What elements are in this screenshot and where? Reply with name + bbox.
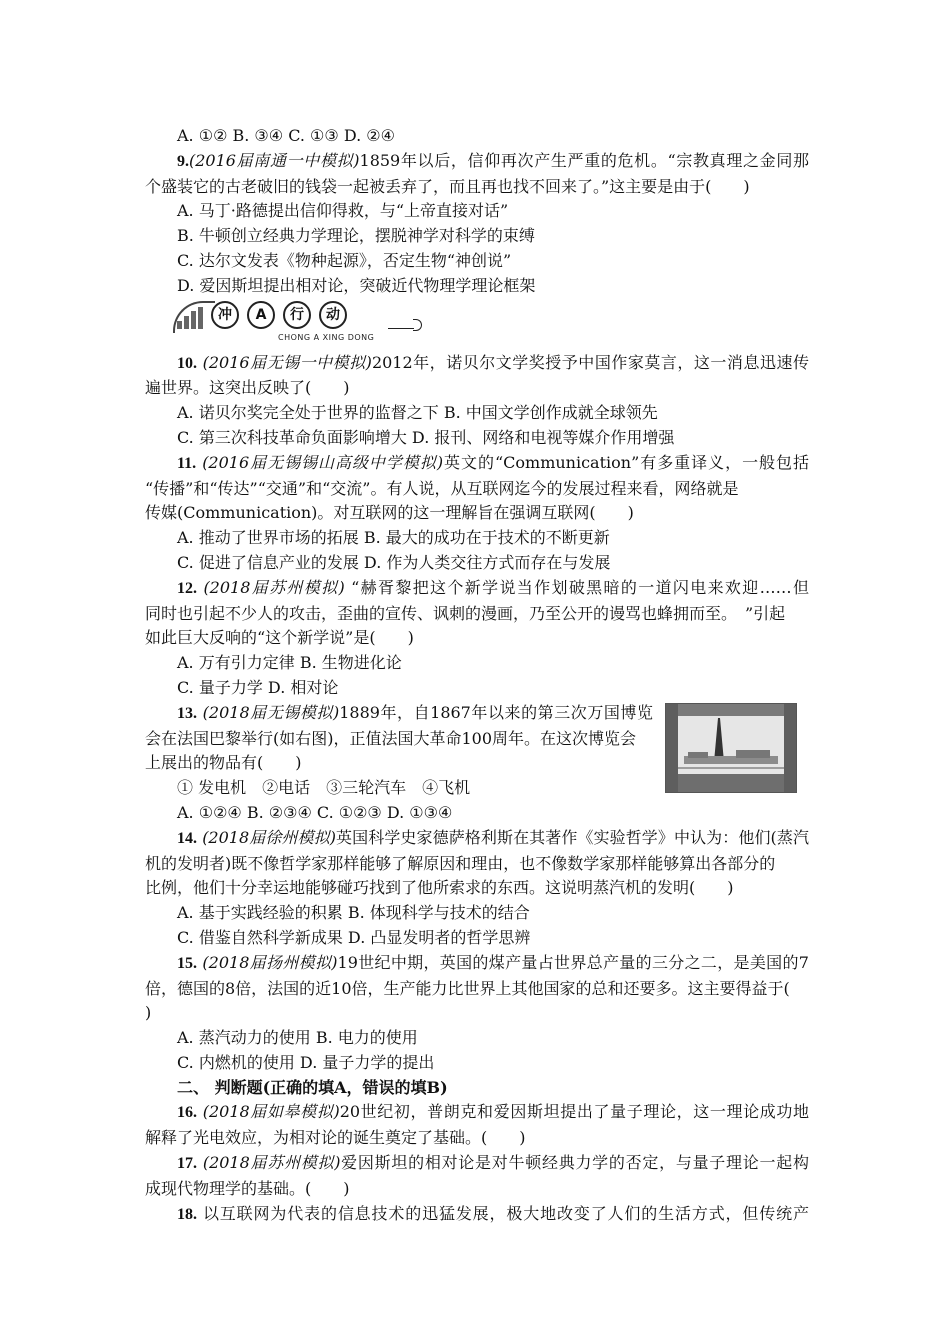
banner-char-1: 冲 bbox=[211, 301, 239, 329]
q11-line1 bbox=[145, 451, 809, 477]
q12-options-ab: A. 万有引力定律 B. 生物进化论 bbox=[177, 653, 402, 673]
q13-options: A. ①②④ B. ②③④ C. ①②③ D. ①③④ bbox=[177, 802, 453, 822]
q16-text1: 20世纪初，普朗克和爱因斯坦提出了量子理论，这一理论成功地 bbox=[339, 1102, 809, 1122]
q9-text1: 1859年以后，信仰再次产生严重的危机。“宗教真理之金同那 bbox=[359, 150, 809, 170]
q16-number: 16. bbox=[177, 1104, 197, 1122]
q13-block bbox=[145, 701, 809, 826]
q17-text1: 爱因斯坦的相对论是对牛顿经典力学的否定，与量子理论一起构 bbox=[340, 1153, 809, 1173]
banner-char-4: 动 bbox=[319, 301, 347, 329]
q14-line3: 比例，他们十分幸运地能够碰巧找到了他所索求的东西。这说明蒸汽机的发明( ) bbox=[145, 878, 734, 898]
q10-line1 bbox=[145, 351, 809, 377]
q16-source: (2018届如皋模拟) bbox=[202, 1102, 340, 1122]
q8-options: A. ①② B. ③④ C. ①③ D. ②④ bbox=[177, 126, 395, 145]
banner-pinyin: CHONG A XING DONG bbox=[278, 332, 375, 342]
q9-line2: 个盛装它的古老破旧的钱袋一起被丢弃了，而且再也找不回来了。”这主要是由于( ) bbox=[145, 176, 750, 196]
q13-items: ① 发电机 ②电话 ③三轮汽车 ④飞机 bbox=[177, 778, 471, 798]
q17-line2: 成现代物理学的基础。( ) bbox=[145, 1178, 350, 1198]
banner-rule bbox=[388, 328, 414, 329]
q12-line1 bbox=[145, 576, 809, 602]
q11-line2: “传播”和“传达”“交通”和“交流”。有人说，从互联网迄今的发展过程来看，网络就是 bbox=[145, 478, 739, 498]
paris-exposition-image bbox=[665, 703, 797, 793]
q12-number: 12. bbox=[177, 579, 197, 597]
q18-line1 bbox=[145, 1202, 809, 1228]
q10-line2: 遍世界。这突出反映了( ) bbox=[145, 378, 350, 398]
q10-source: (2016届无锡一中模拟) bbox=[202, 352, 372, 372]
q12-text1: “赫胥黎把这个新学说当作划破黑暗的一道闪电来欢迎……但 bbox=[344, 577, 809, 597]
q14-source: (2018届徐州模拟) bbox=[202, 827, 336, 847]
q17-source: (2018届苏州模拟) bbox=[202, 1153, 341, 1173]
q13-text-column bbox=[145, 701, 653, 826]
bar-chart-icon bbox=[177, 307, 205, 329]
q13-line1 bbox=[145, 701, 653, 727]
q15-source: (2018届扬州模拟) bbox=[202, 952, 338, 972]
q17-line1 bbox=[145, 1151, 809, 1177]
q13-number: 13. bbox=[177, 704, 197, 722]
q18-number: 18. bbox=[177, 1205, 197, 1223]
banner-char-3: 行 bbox=[283, 301, 311, 329]
q11-source: (2016届无锡锡山高级中学模拟) bbox=[202, 452, 444, 472]
q9-number: 9. bbox=[177, 152, 189, 170]
q15-line1 bbox=[145, 951, 809, 977]
q13-source: (2018届无锡模拟) bbox=[202, 702, 340, 722]
banner-end-cap bbox=[413, 319, 422, 331]
q14-text1: 英国科学史家德萨格利斯在其著作《实验哲学》中认为：他们(蒸汽 bbox=[335, 827, 809, 847]
q11-text1: 英文的“Communication”有多重译义，一般包括 bbox=[443, 452, 809, 472]
q12-line3: 如此巨大反响的“这个新学说”是( ) bbox=[145, 628, 414, 648]
q11-line3: 传媒(Communication)。对互联网的这一理解旨在强调互联网( ) bbox=[145, 503, 634, 523]
q11-number: 11. bbox=[177, 454, 197, 472]
q15-options-cd: C. 内燃机的使用 D. 量子力学的提出 bbox=[177, 1052, 435, 1072]
q14-line1 bbox=[145, 826, 809, 852]
banner-char-2: A bbox=[247, 301, 275, 329]
q14-line2: 机的发明者)既不像哲学家那样能够了解原因和理由，也不像数学家那样能够算出各部分的 bbox=[145, 853, 776, 873]
q10-options-ab: A. 诺贝尔奖完全处于世界的监督之下 B. 中国文学创作成就全球领先 bbox=[177, 403, 658, 423]
q13-text1: 1889年，自1867年以来的第三次万国博览 bbox=[339, 702, 653, 722]
q18-text1: 以互联网为代表的信息技术的迅猛发展，极大地改变了人们的生活方式，但传统产 bbox=[197, 1203, 809, 1223]
question-content bbox=[145, 124, 809, 1227]
section-2-title: 二、 判断题(正确的填A，错误的填B) bbox=[177, 1077, 448, 1097]
q14-number: 14. bbox=[177, 829, 197, 847]
paris-exposition-illustration bbox=[666, 704, 796, 792]
q15-line3: ) bbox=[145, 1003, 152, 1023]
q10-text1: 2012年，诺贝尔文学奖授予中国作家莫言，这一消息迅速传 bbox=[371, 352, 809, 372]
q10-options-cd: C. 第三次科技革命负面影响增大 D. 报刊、网络和电视等媒介作用增强 bbox=[177, 427, 675, 447]
q15-line2: 倍，德国的8倍，法国的近10倍，生产能力比世界上其他国家的总和还要多。这主要得益于( bbox=[145, 978, 790, 998]
q11-options-cd: C. 促进了信息产业的发展 D. 作为人类交往方式而存在与发展 bbox=[177, 552, 611, 572]
q16-line1 bbox=[145, 1100, 809, 1126]
q13-line2: 会在法国巴黎举行(如右图)，正值法国大革命100周年。在这次博览会 bbox=[145, 728, 637, 748]
q17-number: 17. bbox=[177, 1155, 197, 1173]
q9-source: (2016届南通一中模拟) bbox=[189, 150, 360, 170]
q15-number: 15. bbox=[177, 954, 197, 972]
q13-line3: 上展出的物品有( ) bbox=[145, 753, 302, 773]
q9-option-b: B. 牛顿创立经典力学理论，摆脱神学对科学的束缚 bbox=[177, 226, 535, 246]
section-banner bbox=[145, 301, 809, 343]
q9-option-d: D. 爱因斯坦提出相对论，突破近代物理学理论框架 bbox=[177, 275, 536, 295]
q12-options-cd: C. 量子力学 D. 相对论 bbox=[177, 677, 339, 697]
q16-line2: 解释了光电效应，为相对论的诞生奠定了基础。( ) bbox=[145, 1128, 526, 1148]
q9-line1 bbox=[145, 149, 809, 175]
q11-options-ab: A. 推动了世界市场的拓展 B. 最大的成功在于技术的不断更新 bbox=[177, 528, 610, 548]
q15-text1: 19世纪中期，英国的煤产量占世界总产量的三分之二，是美国的7 bbox=[337, 952, 809, 972]
q12-source: (2018届苏州模拟) bbox=[203, 577, 345, 597]
q15-options-ab: A. 蒸汽动力的使用 B. 电力的使用 bbox=[177, 1028, 418, 1048]
q12-line2: 同时也引起不少人的攻击，歪曲的宣传、讽刺的漫画，乃至公开的谩骂也蜂拥而至。 ”引起 bbox=[145, 603, 786, 623]
q9-option-a: A. 马丁·路德提出信仰得救，与“上帝直接对话” bbox=[177, 201, 509, 221]
q10-number: 10. bbox=[177, 354, 197, 372]
q9-option-c: C. 达尔文发表《物种起源》，否定生物“神创说” bbox=[177, 250, 512, 270]
q14-options-cd: C. 借鉴自然科学新成果 D. 凸显发明者的哲学思辨 bbox=[177, 927, 531, 947]
q14-options-ab: A. 基于实践经验的积累 B. 体现科学与技术的结合 bbox=[177, 903, 530, 923]
